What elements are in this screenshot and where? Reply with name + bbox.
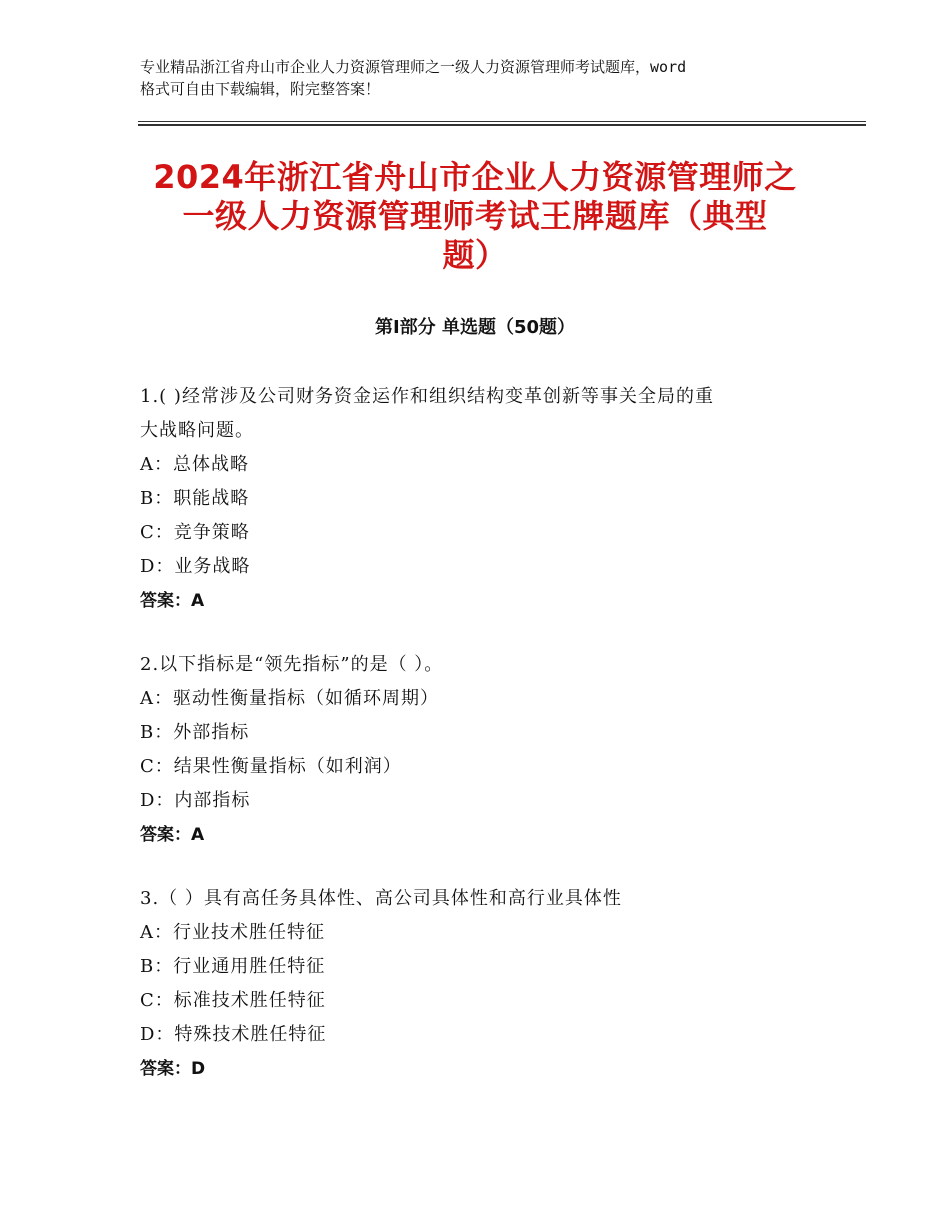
header-note (140, 56, 830, 100)
header-rule-thin (138, 121, 866, 122)
option-a: A：行业技术胜任特征 (140, 922, 325, 943)
header-note-line: 格式可自由下载编辑，附完整答案！ (140, 80, 381, 98)
document-title (110, 158, 840, 275)
section-heading: 第Ⅰ部分 单选题（50题） (374, 317, 575, 338)
option-d: D：内部指标 (140, 790, 251, 811)
option-b: B：行业通用胜任特征 (140, 956, 326, 977)
option-c: C：标准技术胜任特征 (140, 990, 326, 1011)
title-line: 题） (442, 236, 508, 274)
title-line: 一级人力资源管理师考试王牌题库（典型 (182, 197, 768, 235)
header-note-line: 专业精品浙江省舟山市企业人力资源管理师之一级人力资源管理师考试题库，word (140, 58, 687, 76)
option-d: D：业务战略 (140, 556, 251, 577)
option-a: A：总体战略 (140, 454, 249, 475)
option-c: C：结果性衡量指标（如利润） (140, 756, 402, 777)
title-line: 2024年浙江省舟山市企业人力资源管理师之 (153, 158, 797, 196)
question-stem: 3.（ ）具有高任务具体性、高公司具体性和高行业具体性 (140, 888, 622, 909)
question-stem: 2.以下指标是“领先指标”的是（ ）。 (140, 654, 444, 675)
option-c: C：竞争策略 (140, 522, 250, 543)
question-2 (140, 648, 820, 852)
option-a: A：驱动性衡量指标（如循环周期） (140, 688, 439, 709)
answer-line: 答案：A (140, 825, 205, 845)
question-3 (140, 882, 820, 1086)
answer-line: 答案：A (140, 591, 205, 611)
header-rule-thick (138, 124, 866, 126)
question-1 (140, 380, 820, 618)
option-b: B：职能战略 (140, 488, 250, 509)
option-d: D：特殊技术胜任特征 (140, 1024, 327, 1045)
option-b: B：外部指标 (140, 722, 250, 743)
question-stem: 大战略问题。 (140, 420, 254, 441)
question-list (140, 380, 820, 1116)
answer-line: 答案：D (140, 1059, 206, 1079)
question-stem: 1.( )经常涉及公司财务资金运作和组织结构变革创新等事关全局的重 (140, 386, 714, 407)
